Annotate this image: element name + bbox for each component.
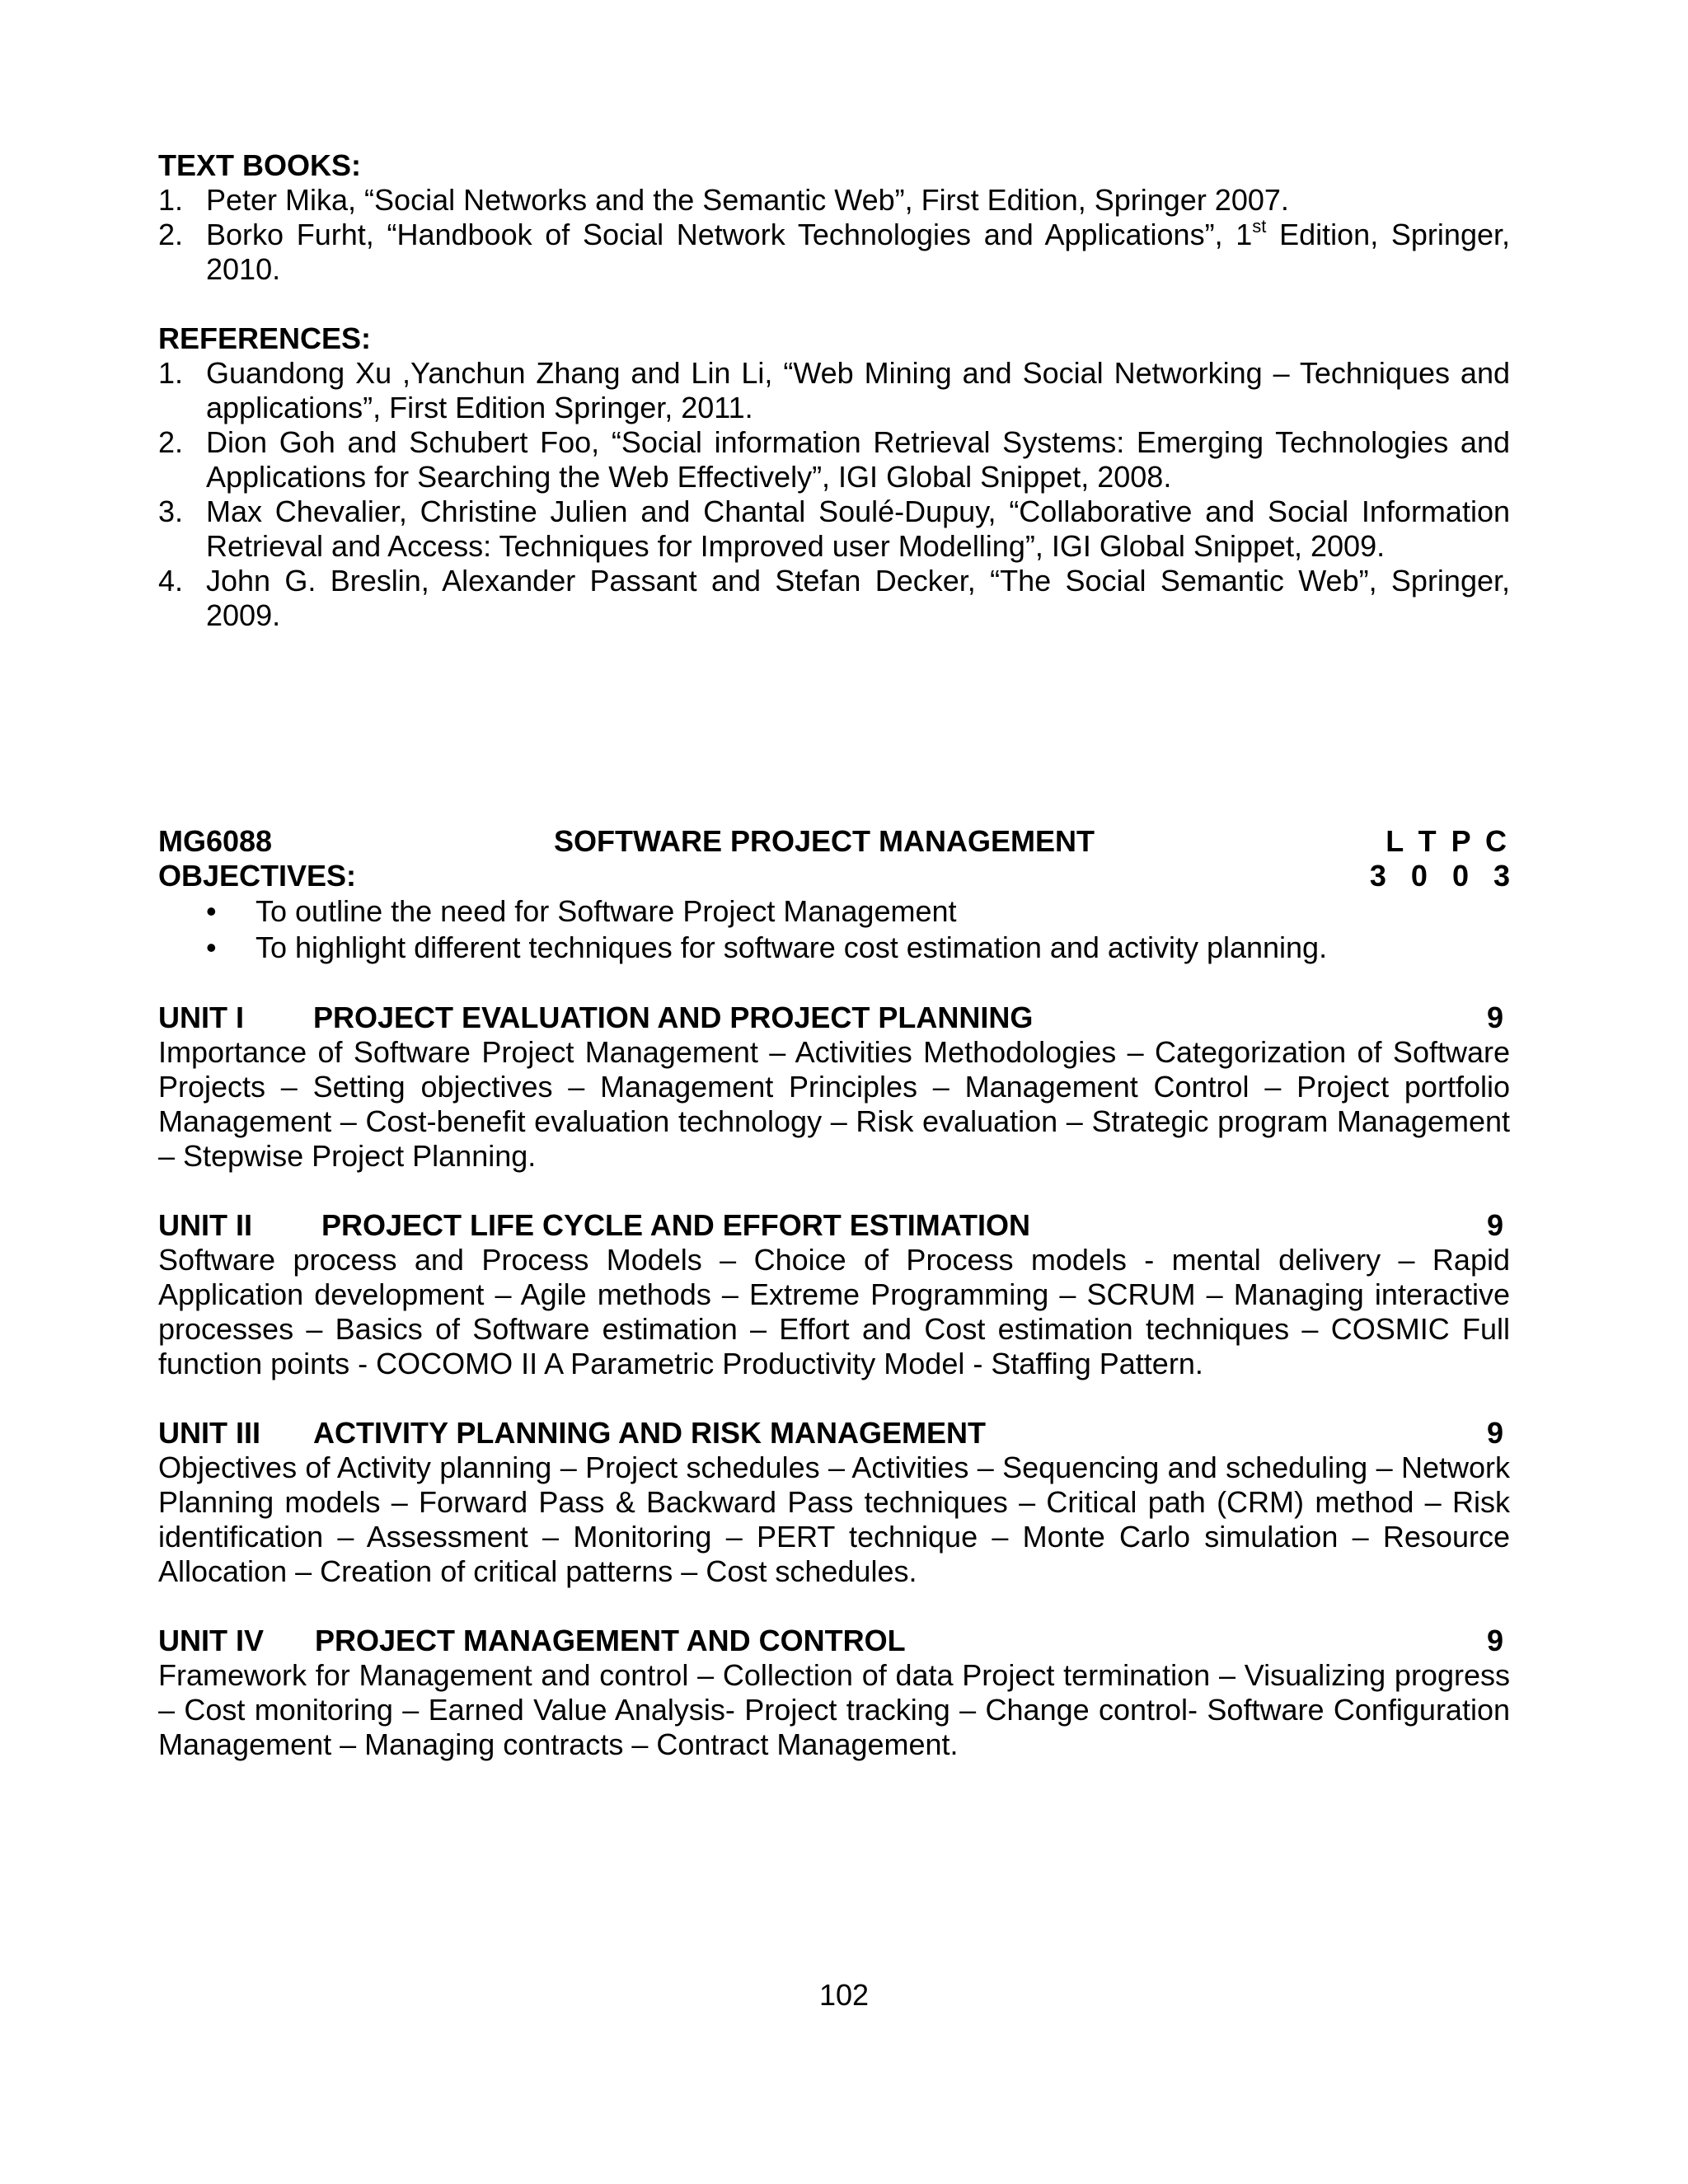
document-page [158,148,1518,1762]
reference-item-number: 1. [158,356,184,390]
unit-number: UNIT II [158,1208,252,1242]
objective-text: To highlight different techniques for software cost estimation and activity planning. [256,930,1328,964]
textbooks-list [158,183,1510,287]
unit-body: Framework for Management and control – Collection of data Project termination – Visualizing progress – Cost monitoring – Earned Value Analysis- Project tracking – Change control- Software Configuration Management – Managing contracts – Contract Management. [158,1658,1510,1761]
unit-title: PROJECT LIFE CYCLE AND EFFORT ESTIMATION [321,1208,1031,1242]
bullet-icon: • [206,894,217,928]
unit-title: PROJECT EVALUATION AND PROJECT PLANNING [313,1001,1034,1034]
reference-item-text: John G. Breslin, Alexander Passant and Stefan Decker, “The Social Semantic Web”, Springer, 2009. [206,564,1510,632]
textbook-item-number: 2. [158,218,184,251]
unit-heading [158,1208,1510,1243]
unit-heading [158,1624,1510,1658]
unit-hours: 9 [1486,1416,1503,1450]
unit-hours: 9 [1486,1624,1503,1657]
reference-item [158,425,1510,494]
reference-item-number: 2. [158,425,184,459]
unit-hours: 9 [1486,1001,1503,1034]
unit-title: ACTIVITY PLANNING AND RISK MANAGEMENT [313,1416,987,1450]
unit-body: Software process and Process Models – Choice of Process models - mental delivery – Rapid Application development – Agile methods – Extreme Programming – SCRUM – Managing interactive processes – Basics of Software estimation – Effort and Cost estimation techniques – COSMIC Full function points - COCOMO II A Parametric Productivity Model - Staffing Pattern. [158,1243,1510,1380]
unit-heading [158,1416,1510,1451]
objectives-heading: OBJECTIVES: [158,859,357,893]
textbook-item [158,183,1510,218]
course-header [158,824,1510,859]
course-code: MG6088 [158,824,273,858]
objective-item [158,893,1510,930]
reference-item [158,356,1510,425]
textbook-item-text: Peter Mika, “Social Networks and the Semantic Web”, First Edition, Springer 2007. [206,183,1289,217]
reference-item-number: 4. [158,564,184,598]
references-heading: REFERENCES: [158,321,372,355]
unit-number: UNIT IV [158,1624,265,1657]
unit-number: UNIT III [158,1416,260,1450]
objective-text: To outline the need for Software Project Management [256,894,957,928]
textbook-item-text: Borko Furht, “Handbook of Social Network Technologies and Applications”, 1 [206,218,1253,251]
reference-item-number: 3. [158,494,184,528]
bullet-icon: • [206,930,217,964]
reference-item-text: Dion Goh and Schubert Foo, “Social information Retrieval Systems: Emerging Technologies and Applications for Searching the Web Effectively”, IGI Global Snippet, 2008. [206,425,1510,494]
ltpc-label: L T P C [1386,824,1510,858]
objective-item [158,930,1510,966]
unit-number: UNIT I [158,1001,244,1034]
unit-body: Importance of Software Project Management – Activities Methodologies – Categorization of Software Projects – Setting objectives – Management Principles – Management Control – Project portfolio Management – Cost-benefit evaluation technology – Risk evaluation – Strategic program Management – Stepwise Project Planning. [158,1035,1510,1173]
reference-item-text: Max Chevalier, Christine Julien and Chantal Soulé-Dupuy, “Collaborative and Social Information Retrieval and Access: Techniques for Improved user Modelling”, IGI Global Snippet, 2009. [206,494,1510,563]
unit-heading [158,1001,1510,1035]
textbooks-heading: TEXT BOOKS: [158,148,362,182]
page-number: 102 [818,1978,870,2012]
unit-title: PROJECT MANAGEMENT AND CONTROL [315,1624,906,1657]
objectives-list [158,893,1510,966]
course-title: SOFTWARE PROJECT MANAGEMENT [554,824,1095,858]
reference-item-text: Guandong Xu ,Yanchun Zhang and Lin Li, “Web Mining and Social Networking – Techniques and applications”, First Edition Springer, 2011. [206,356,1510,424]
textbook-item-text-continued: Edition, Springer, 2010. [206,218,1510,286]
unit-hours: 9 [1486,1208,1503,1242]
reference-item [158,564,1510,633]
unit-body: Objectives of Activity planning – Project schedules – Activities – Sequencing and scheduling – Network Planning models – Forward Pass & Backward Pass techniques – Critical path (CRM) method – Risk identification – Assessment – Monitoring – PERT technique – Monte Carlo simulation – Resource Allocation – Creation of critical patterns – Cost schedules. [158,1451,1510,1588]
textbook-item [158,218,1510,287]
superscript-ordinal: st [1252,216,1267,237]
references-list [158,356,1510,633]
ltpc-values: 3 0 0 3 [1369,859,1518,893]
reference-item [158,494,1510,564]
textbook-item-number: 1. [158,183,184,217]
